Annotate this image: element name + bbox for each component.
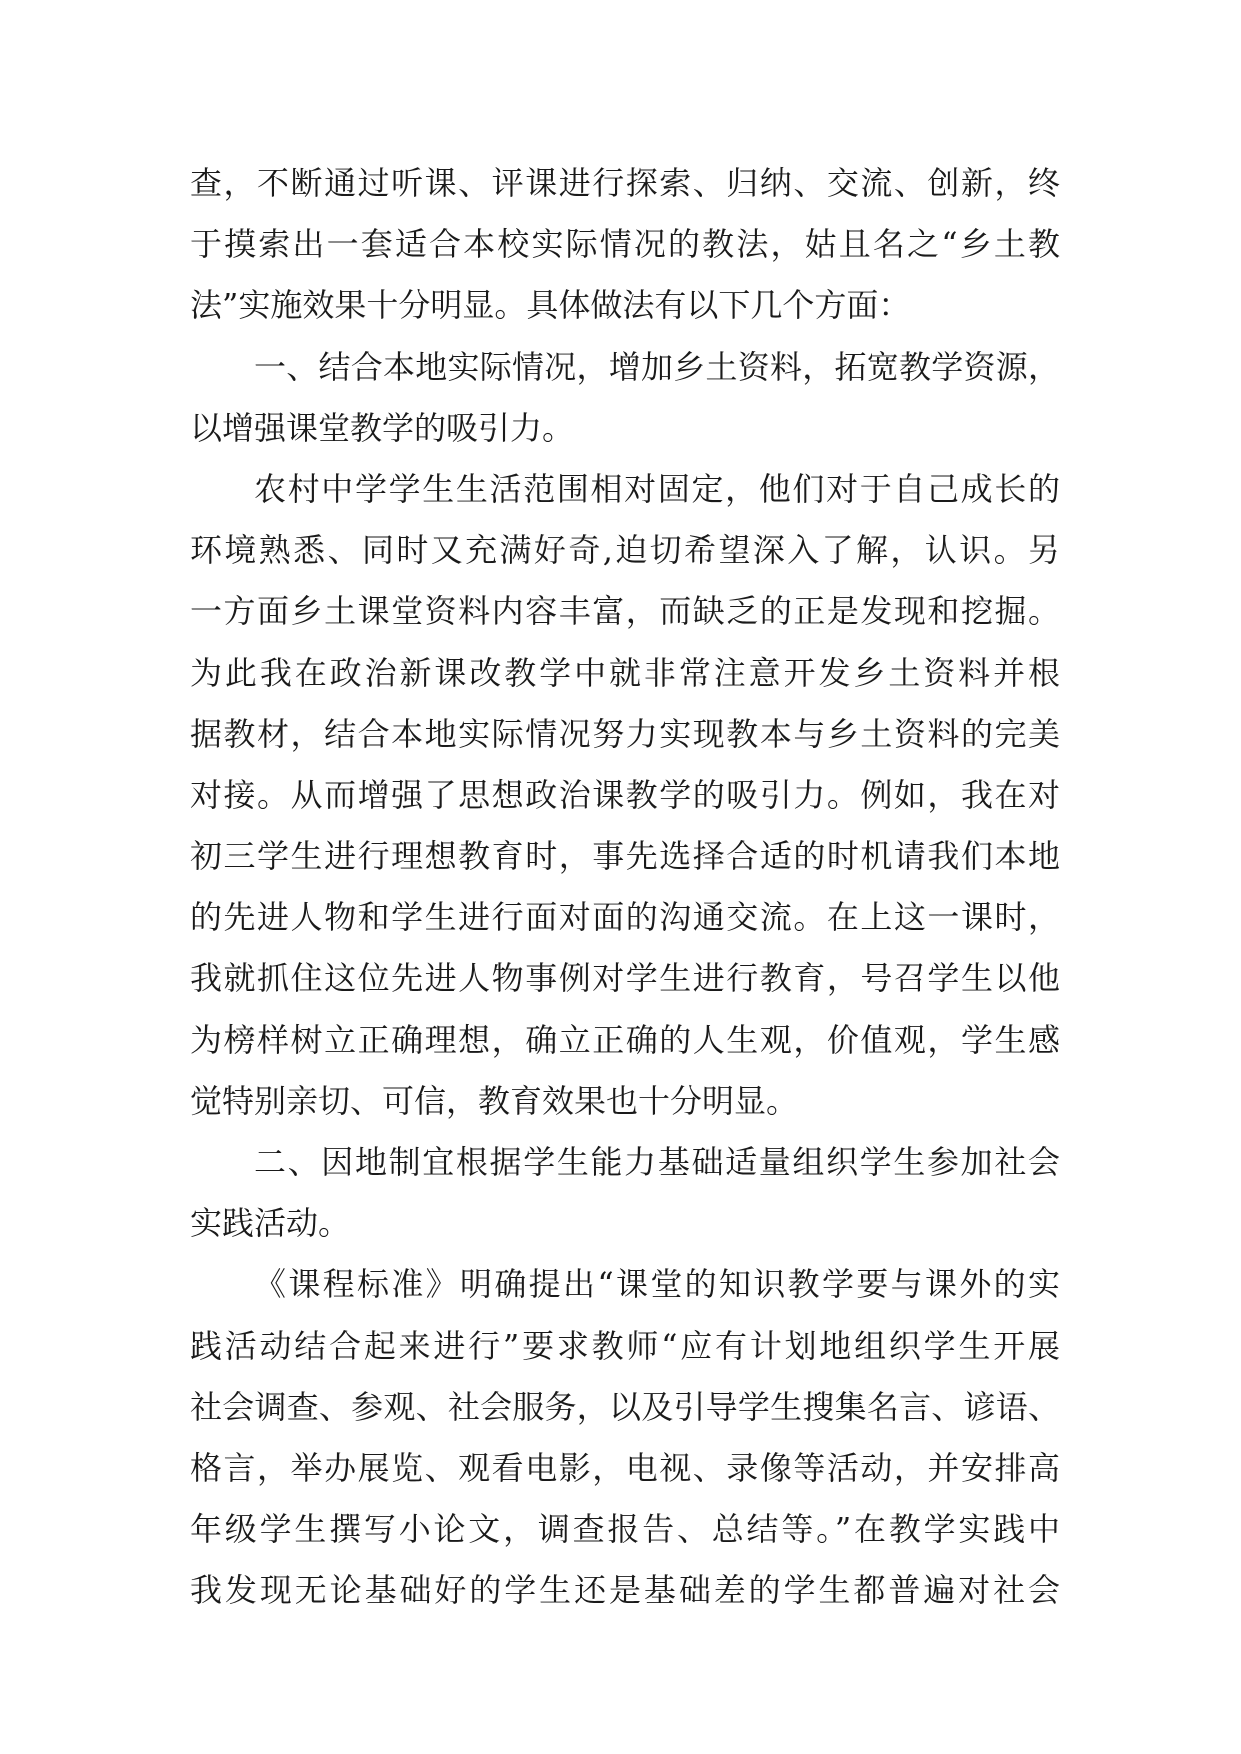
- text-line: 为榜样树立正确理想，确立正确的人生观，价值观，学生感: [190, 1020, 1060, 1059]
- text-line: 一方面乡土课堂资料内容丰富，而缺乏的正是发现和挖掘。: [190, 592, 1060, 631]
- text-line: 初三学生进行理想教育时，事先选择合适的时机请我们本地: [190, 837, 1060, 876]
- text-line: 社会调查、参观、社会服务，以及引导学生搜集名言、谚语、: [190, 1387, 1060, 1426]
- text-line: 于摸索出一套适合本校实际情况的教法，姑且名之“乡土教: [190, 225, 1060, 264]
- text-line: 对接。从而增强了思想政治课教学的吸引力。例如，我在对: [190, 775, 1060, 814]
- text-line: 农村中学学生生活范围相对固定，他们对于自己成长的: [254, 469, 1060, 508]
- text-line: 据教材，结合本地实际情况努力实现教本与乡土资料的完美: [190, 714, 1060, 753]
- section-heading-2: 二、因地制宜根据学生能力基础适量组织学生参加社会: [254, 1143, 1060, 1181]
- text-line: 年级学生撰写小论文，调查报告、总结等。”在教学实践中: [190, 1510, 1060, 1549]
- text-line: 格言，举办展览、观看电影，电视、录像等活动，并安排高: [190, 1448, 1060, 1487]
- text-line: 我就抓住这位先进人物事例对学生进行教育，号召学生以他: [190, 959, 1060, 998]
- document-body: [190, 153, 1060, 1622]
- text-line: 《课程标准》明确提出“课堂的知识教学要与课外的实: [254, 1265, 1060, 1304]
- text-line: 觉特别亲切、可信，教育效果也十分明显。: [190, 1081, 799, 1120]
- section-heading-1-cont: 以增强课堂教学的吸引力。: [190, 408, 575, 447]
- text-line: 践活动结合起来进行”要求教师“应有计划地组织学生开展: [190, 1326, 1060, 1365]
- text-line: 的先进人物和学生进行面对面的沟通交流。在上这一课时，: [190, 898, 1060, 937]
- text-line: 环境熟悉、同时又充满好奇,迫切希望深入了解，认识。另: [190, 531, 1060, 570]
- text-line: 查，不断通过听课、评课进行探索、归纳、交流、创新，终: [190, 164, 1060, 202]
- text-line: 我发现无论基础好的学生还是基础差的学生都普遍对社会: [190, 1571, 1060, 1610]
- section-heading-1: 一、结合本地实际情况，增加乡土资料，拓宽教学资源，: [254, 347, 1060, 386]
- text-line: 为此我在政治新课改教学中就非常注意开发乡土资料并根: [190, 653, 1060, 692]
- section-heading-2-cont: 实践活动。: [190, 1204, 351, 1243]
- text-line: 法”实施效果十分明显。具体做法有以下几个方面：: [190, 286, 911, 325]
